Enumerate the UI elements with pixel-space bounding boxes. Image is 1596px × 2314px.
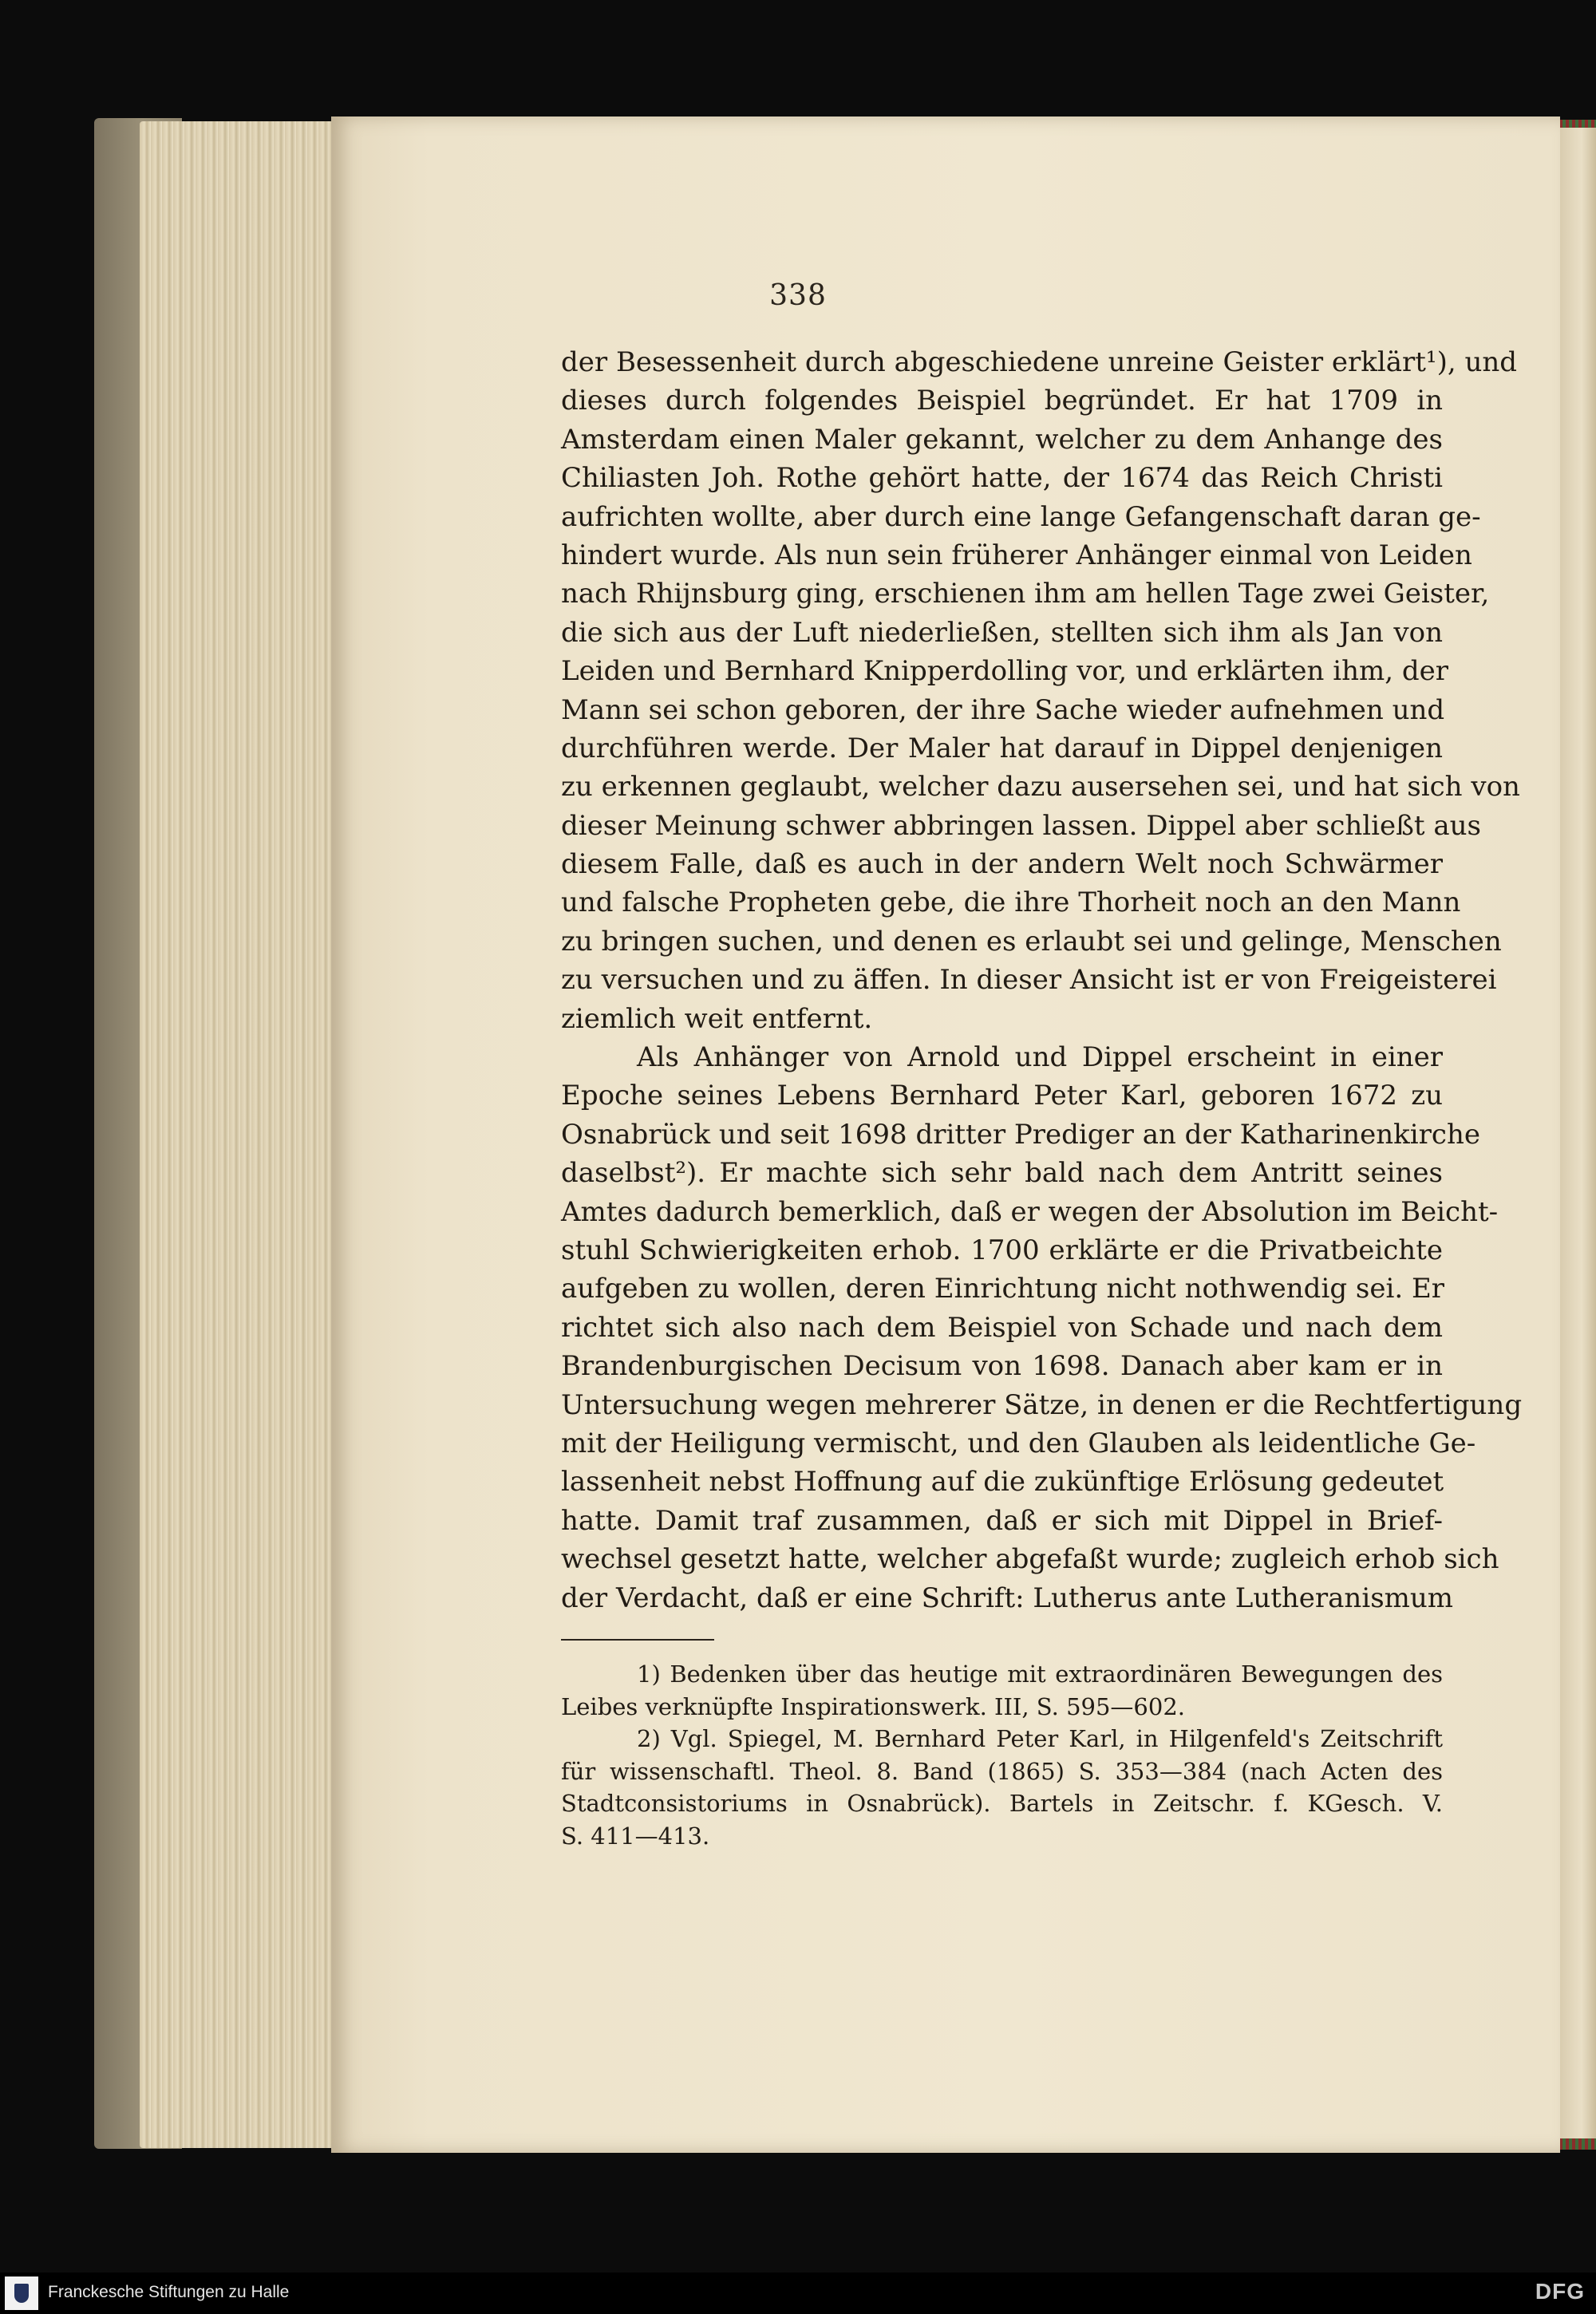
footnote-line: Leibes verknüpfte Inspirationswerk. III, S. 595—602.	[561, 1692, 1185, 1720]
footnote-line: 1) Bedenken über das heutige mit extraordinären Bewegungen des	[637, 1660, 1443, 1688]
text-line: lassenheit nebst Hoffnung auf die zukünftige Erlösung gedeutet	[561, 1466, 1444, 1499]
footnote-line: für wissenschaftl. Theol. 8. Band (1865) S. 353—384 (nach Acten des	[561, 1757, 1443, 1785]
text-line: der Verdacht, daß er eine Schrift: Lutherus ante Lutheranismum	[561, 1581, 1454, 1614]
footnotes	[561, 1658, 1443, 1852]
institution-logo-icon	[5, 2276, 38, 2310]
footnote-line: 2) Vgl. Spiegel, M. Bernhard Peter Karl, in Hilgenfeld's Zeitschrift	[637, 1725, 1443, 1752]
footnote-divider	[561, 1639, 714, 1641]
text-line: und falsche Propheten gebe, die ihre Thorheit noch an den Mann	[561, 887, 1461, 919]
text-line: Epoche seines Lebens Bernhard Peter Karl, geboren 1672 zu	[561, 1080, 1443, 1112]
text-line: mit der Heiligung vermischt, und den Glauben als leidentliche Ge-	[561, 1427, 1476, 1459]
text-line: Als Anhänger von Arnold und Dippel erscheint in einer	[637, 1041, 1443, 1074]
page-stack-edge	[140, 121, 339, 2148]
body-text	[561, 343, 1523, 1617]
text-line: hatte. Damit traf zusammen, daß er sich mit Dippel in Brief-	[561, 1504, 1443, 1537]
text-line: Amtes dadurch bemerklich, daß er wegen der Absolution im Beicht-	[561, 1195, 1499, 1228]
page-number: 338	[769, 279, 827, 312]
text-line: durchführen werde. Der Maler hat darauf in Dippel denjenigen	[561, 732, 1443, 764]
text-line: die sich aus der Luft niederließen, stellten sich ihm als Jan von	[561, 616, 1443, 649]
text-line: aufrichten wollte, aber durch eine lange Gefangenschaft daran ge-	[561, 500, 1481, 533]
text-line: Leiden und Bernhard Knipperdolling vor, und erklärten ihm, der	[561, 655, 1448, 688]
text-line: zu versuchen und zu äffen. In dieser Ansicht ist er von Freigeisterei	[561, 964, 1497, 997]
text-line: Osnabrück und seit 1698 dritter Prediger an der Katharinenkirche	[561, 1118, 1480, 1151]
footnote-line: Stadtconsistoriums in Osnabrück). Bartels in Zeitschr. f. KGesch. V.	[561, 1790, 1443, 1817]
text-line: zu bringen suchen, und denen es erlaubt sei und gelinge, Menschen	[561, 925, 1502, 958]
text-line: Untersuchung wegen mehrerer Sätze, in denen er die Rechtfertigung	[561, 1388, 1523, 1421]
text-line: Mann sei schon geboren, der ihre Sache wieder aufnehmen und	[561, 693, 1445, 726]
text-line: zu erkennen geglaubt, welcher dazu ausersehen sei, und hat sich von	[561, 771, 1520, 804]
text-line: ziemlich weit entfernt.	[561, 1002, 873, 1035]
text-line: wechsel gesetzt hatte, welcher abgefaßt wurde; zugleich erhob sich	[561, 1543, 1499, 1576]
facing-page-edge	[1560, 128, 1596, 2138]
text-line: der Besessenheit durch abgeschiedene unreine Geister erklärt¹), und	[561, 346, 1518, 378]
text-line: dieses durch folgendes Beispiel begründet. Er hat 1709 in	[561, 385, 1443, 417]
institution-name: Franckesche Stiftungen zu Halle	[48, 2283, 290, 2301]
text-line: hindert wurde. Als nun sein früherer Anhänger einmal von Leiden	[561, 539, 1472, 571]
text-line: richtet sich also nach dem Beispiel von Schade und nach dem	[561, 1311, 1443, 1344]
text-line: Chiliasten Joh. Rothe gehört hatte, der 1674 das Reich Christi	[561, 462, 1443, 495]
text-line: stuhl Schwierigkeiten erhob. 1700 erklärte er die Privatbeichte	[561, 1234, 1443, 1266]
text-line: diesem Falle, daß es auch in der andern Welt noch Schwärmer	[561, 848, 1443, 881]
text-line: nach Rhijnsburg ging, erschienen ihm am hellen Tage zwei Geister,	[561, 578, 1490, 610]
dfg-logo: DFG	[1535, 2279, 1585, 2304]
text-line: dieser Meinung schwer abbringen lassen. Dippel aber schließt aus	[561, 809, 1481, 842]
text-line: Amsterdam einen Maler gekannt, welcher zu dem Anhange des	[561, 423, 1443, 456]
text-line: daselbst²). Er machte sich sehr bald nach dem Antritt seines	[561, 1157, 1443, 1190]
text-line: Brandenburgischen Decisum von 1698. Danach aber kam er in	[561, 1350, 1443, 1383]
text-line: aufgeben zu wollen, deren Einrichtung nicht nothwendig sei. Er	[561, 1273, 1445, 1305]
footnote-line: S. 411—413.	[561, 1822, 710, 1850]
